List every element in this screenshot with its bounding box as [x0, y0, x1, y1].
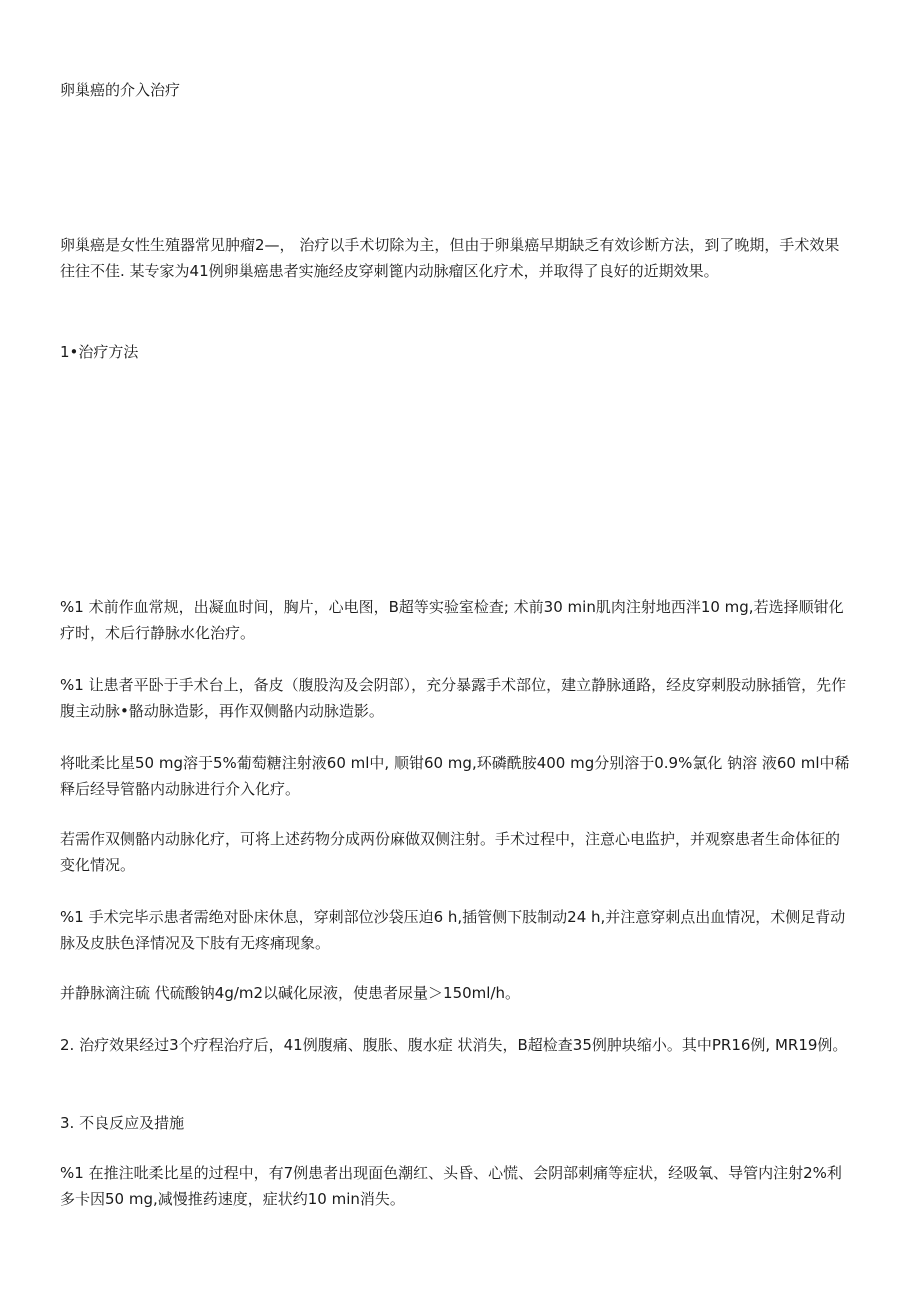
section-3-heading: 3. 不良反应及措施 [60, 1114, 185, 1132]
adverse-paragraph: %1 在推注吡柔比星的过程中，有7例患者出现面色潮红、头昏、心慌、会阴部刺痛等症状，经吸氧、导管内注射2%利多卡因50 mg,减慢推药速度，症状约10 min消失。 [60, 1164, 842, 1208]
bilateral-paragraph: 若需作双侧骼内动脉化疗，可将上述药物分成两份麻做双侧注射。手术过程中，注意心电监护，并观察患者生命体征的变化情况。 [60, 830, 841, 874]
section-1-heading: 1•治疗方法 [60, 343, 139, 361]
drugs-paragraph: 将吡柔比星50 mg溶于5%葡萄糖注射液60 ml中, 顺钳60 mg,环磷酰胺400 mg分别溶于0.9%氯化 钠溶 液60 ml中稀释后经导管骼内动脉进行介入化疗。 [60, 754, 850, 798]
position-paragraph: %1 让患者平卧于手术台上，备皮（腹股沟及会阴部），充分暴露手术部位，建立静脉通路，经皮穿刺股动脉插管，先作腹主动脉•骼动脉造影，再作双侧骼内动脉造影。 [60, 676, 847, 720]
alkalize-paragraph: 并静脉滴注硫 代硫酸钠4g/m2以碱化尿液，使患者尿量＞150ml/h。 [60, 984, 521, 1002]
preop-paragraph: %1 术前作血常规，出凝血时间，胸片，心电图，B超等实验室检查; 术前30 min肌肉注射地西泮10 mg,若选择顺钳化疗时，术后行静脉水化治疗。 [60, 598, 844, 642]
postop-paragraph: %1 手术完毕示患者需绝对卧床休息，穿刺部位沙袋压迫6 h,插管侧下肢制动24 h,并注意穿刺点出血情况，术侧足背动脉及皮肤色泽情况及下肢有无疼痛现象。 [60, 908, 846, 952]
intro-paragraph: 卵巢癌是女性生殖器常见肿瘤2—， 治疗以手术切除为主，但由于卵巢癌早期缺乏有效诊断方法，到了晚期，手术效果往往不佳. 某专家为41例卵巢癌患者实施经皮穿刺篦内动脉瘤区化疗术，并取得了良好的近期效果。 [60, 236, 840, 280]
effect-paragraph: 2. 治疗效果经过3个疗程治疗后，41例腹痛、腹胀、腹水症 状消失，B超检查35例肿块缩小。其中PR16例, MR19例。 [60, 1036, 848, 1054]
document-title: 卵巢癌的介入治疗 [60, 81, 181, 99]
